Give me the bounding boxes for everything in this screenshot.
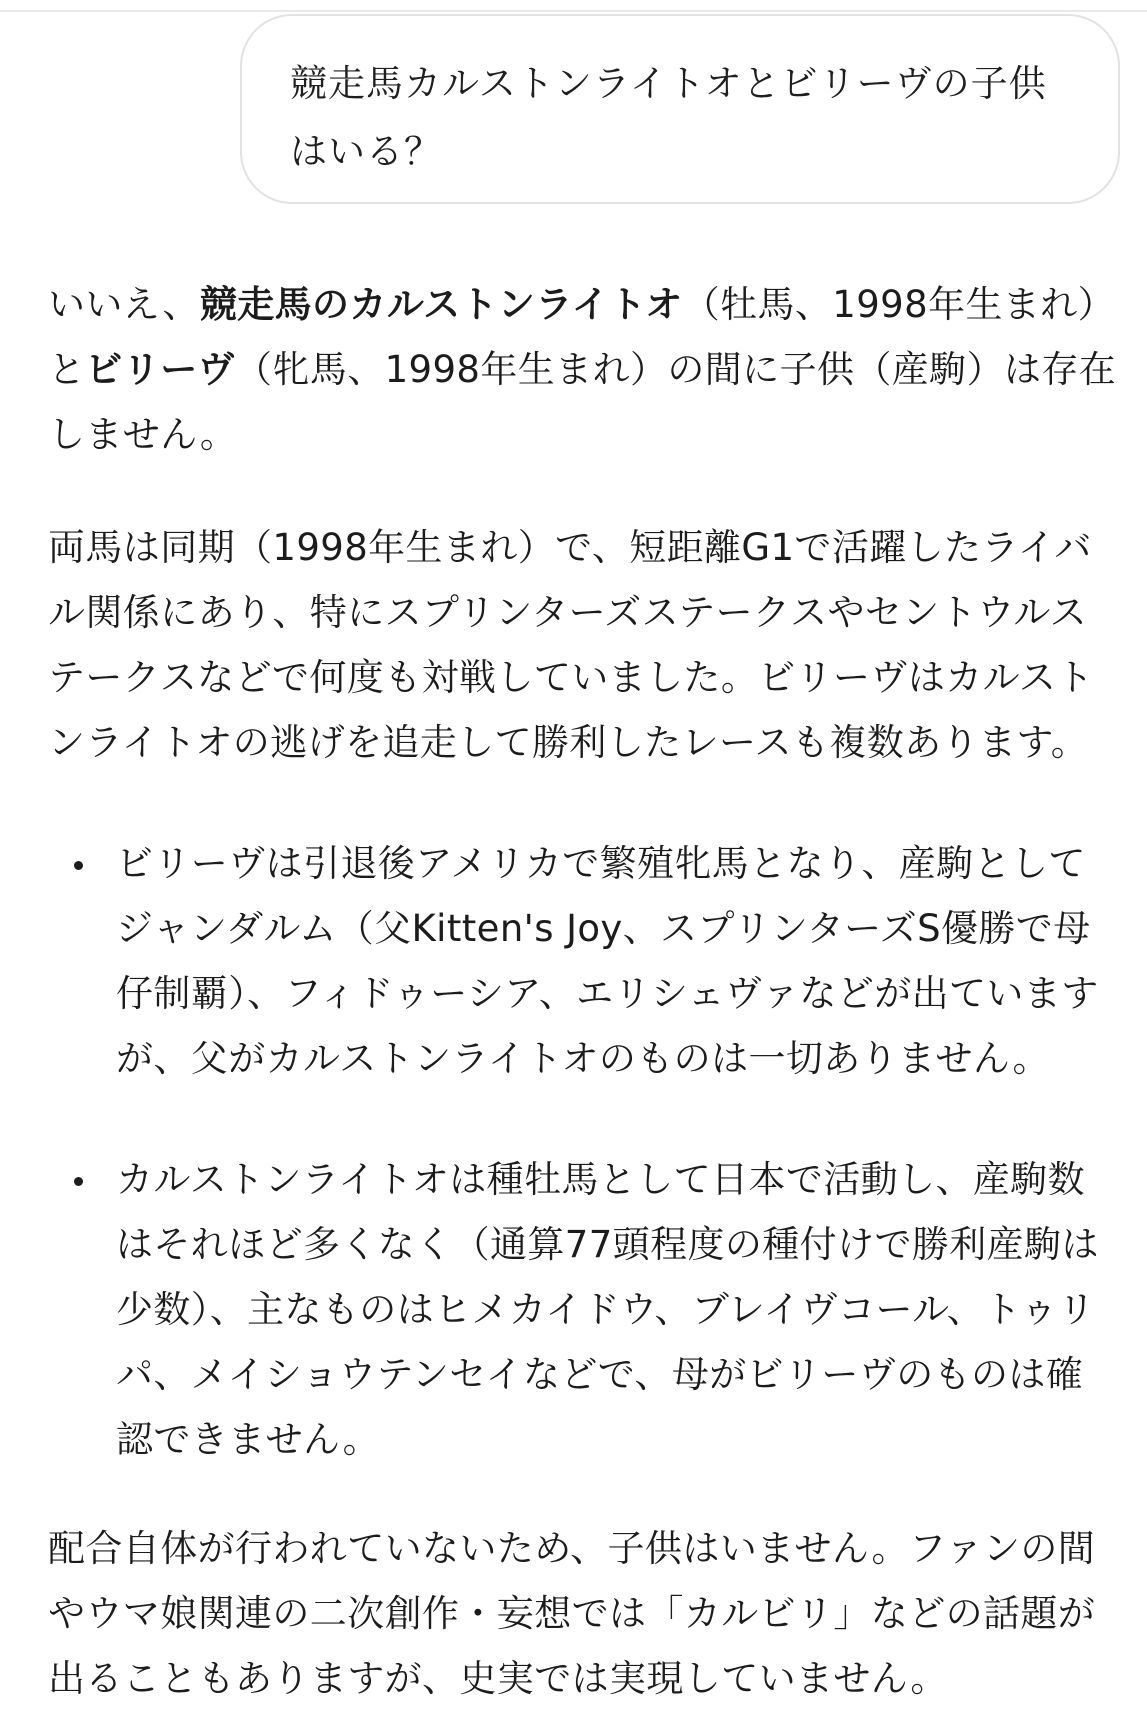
list-item-text: カルストンライトオは種牡馬として日本で活動し、産駒数はそれほど多くなく（通算77頭程度の種付けで勝利産駒は少数）、主なものはヒメカイドウ、ブレイヴコール、トゥリパ、メイショウテンセイなどで、母がビリーヴのものは確認できません。 [116,1158,1099,1461]
bullet-dot-icon [74,861,83,870]
list-item [48,1147,1118,1472]
intro-rest: （牝馬、1998年生まれ）の間に子供（産駒）は存在しません。 [48,348,1117,456]
list-item [48,831,1118,1091]
bullet-list [48,831,1118,1472]
user-message-bubble [240,14,1120,204]
intro-paragraph [48,272,1118,467]
user-message-text: 競走馬カルストンライトオとビリーヴの子供はいる？ [290,62,1047,173]
intro-prefix: いいえ、 [48,283,200,326]
intro-subject-note: （牡馬、1998年生まれ）と [48,283,1116,391]
list-item-text: ビリーヴは引退後アメリカで繁殖牝馬となり、産駒としてジャンダルム（父Kitten's Joy、スプリンターズS優勝で母仔制覇）、フィドゥーシア、エリシェヴァなどが出ていますが、父がカルストンライトオのものは一切ありません。 [116,842,1099,1080]
top-divider [0,10,1147,12]
closing-paragraph: 配合自体が行われていないため、子供はいません。ファンの間やウマ娘関連の二次創作・妄想では「カルビリ」などの話題が出ることもありますが、史実では実現していません。 [48,1527,1096,1700]
intro-bold-partner: ビリーヴ [85,348,236,391]
rivals-paragraph: 両馬は同期（1998年生まれ）で、短距離G1で活躍したライバル関係にあり、特にスプリンターズステークスやセントウルステークスなどで何度も対戦していました。ビリーヴはカルストンライトオの逃げを追走して勝利したレースも複数あります。 [48,526,1094,764]
assistant-response [48,272,1118,1711]
intro-bold-subject: 競走馬のカルストンライトオ [199,283,683,326]
bullet-dot-icon [74,1177,83,1186]
